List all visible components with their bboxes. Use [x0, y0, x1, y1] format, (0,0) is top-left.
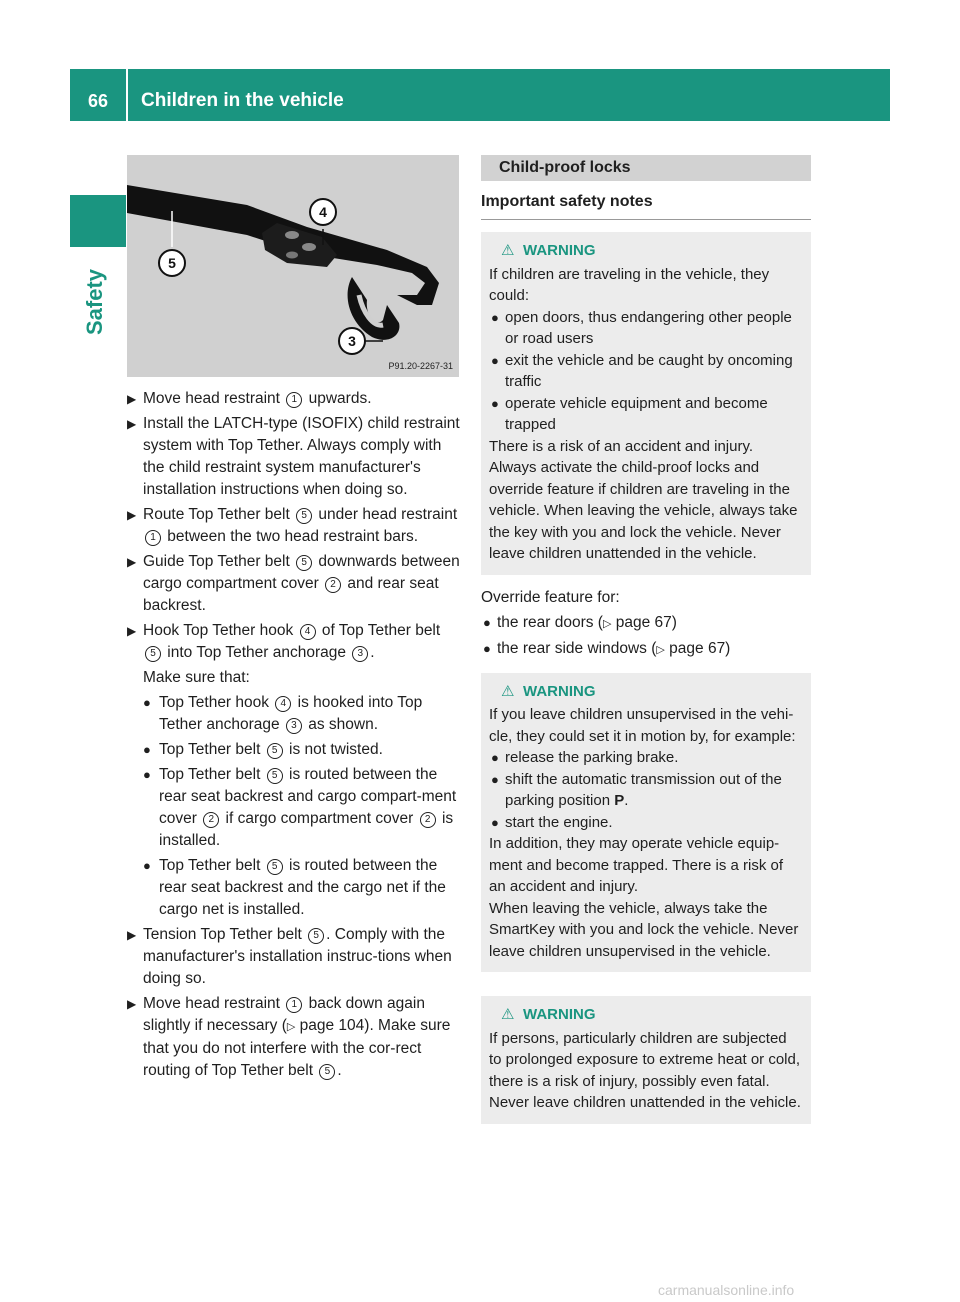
list-item — [127, 692, 461, 736]
text-segment: if cargo compartment cover — [221, 810, 418, 827]
page-ref-arrow-icon: ▷ — [286, 1021, 296, 1033]
step-arrow-icon: ▶ — [127, 555, 137, 569]
top-tether-illustration — [127, 155, 459, 377]
page-link[interactable]: page 67) — [615, 613, 677, 631]
warning-heading: ⚠ WARNING — [489, 240, 803, 262]
installation-instructions — [127, 388, 461, 1085]
list-item: ● the rear doors (▷ page 67) — [481, 612, 811, 635]
callout-reference: 4 — [300, 624, 316, 640]
text-segment: upwards. — [304, 390, 372, 407]
bullet-icon: ● — [491, 771, 499, 787]
list-item — [127, 739, 461, 761]
callout-reference: 2 — [420, 812, 436, 828]
text-segment: under head restraint — [314, 506, 458, 523]
bullet-icon: ● — [491, 814, 499, 830]
callout-reference: 1 — [145, 530, 161, 546]
header-divider — [126, 69, 128, 121]
bullet-icon: ● — [143, 858, 151, 873]
callout-reference: 3 — [286, 718, 302, 734]
warning-triangle-icon: ⚠ — [501, 1006, 515, 1023]
step-arrow-icon: ▶ — [127, 417, 137, 431]
list-item — [127, 855, 461, 921]
warning-triangle-icon: ⚠ — [501, 242, 515, 259]
list-item: ● shift the automatic transmission out of the parking position P. — [491, 770, 782, 809]
text-segment: Make sure that: — [143, 669, 250, 686]
step-arrow-icon: ▶ — [127, 508, 137, 522]
callout-5: 5 — [168, 255, 176, 271]
callout-reference: 1 — [286, 997, 302, 1013]
chapter-title: Children in the vehicle — [141, 90, 344, 111]
instruction-step — [127, 993, 461, 1082]
text-segment: Install the LATCH-type (ISOFIX) child restraint system with Top Tether. Always comply with the child restraint system manufacturer's installation instructions when doing so. — [143, 415, 460, 498]
section-side-label: Safety — [82, 268, 107, 335]
warning-text: When leaving the vehicle, always take the SmartKey with you and lock the vehicle. Never leave children unsupervised in the vehicle. — [489, 899, 799, 960]
callout-reference: 5 — [267, 743, 283, 759]
text-segment: downwards between cargo compartment cover — [143, 553, 460, 592]
text-segment: Move head restraint — [143, 995, 285, 1012]
override-feature — [481, 587, 811, 661]
text-segment: is routed between the rear seat backrest and the cargo net if the cargo net is installed. — [159, 857, 446, 918]
callout-reference: 5 — [319, 1064, 335, 1080]
page-ref-arrow-icon: ▷ — [656, 643, 665, 656]
override-intro: Override feature for: — [481, 588, 620, 606]
text-segment: . — [337, 1062, 342, 1079]
callout-reference: 5 — [296, 508, 312, 524]
text-segment: Move head restraint — [143, 390, 285, 407]
warning-text: If persons, particularly children are subjected to prolonged exposure to extreme heat or cold, there is a risk of injury, possibly even fatal. Never leave children unattended in the vehicle. — [489, 1029, 801, 1111]
bullet-icon: ● — [143, 742, 151, 757]
warning-box-heat-cold — [481, 996, 811, 1124]
page-number: 66 — [87, 91, 109, 111]
text-segment: page 104). Make sure that you do not interfere with the cor-rect routing of Top Tether belt — [143, 1017, 451, 1079]
text-segment: Top Tether hook — [159, 694, 274, 711]
text-segment: Route Top Tether belt — [143, 506, 295, 523]
list-item: ● open doors, thus endangering other people or road users — [491, 308, 792, 347]
right-column — [481, 155, 811, 1124]
tether-hook-drawing — [127, 155, 459, 377]
callout-reference: 5 — [267, 859, 283, 875]
list-item — [127, 764, 461, 852]
list-item: ● release the parking brake. — [489, 747, 803, 769]
bullet-icon: ● — [143, 767, 151, 782]
text-segment: back down again slightly if necessary ( — [143, 995, 425, 1034]
list-item: ● operate vehicle equipment and become trapped — [491, 394, 768, 433]
text-segment: Top Tether belt — [159, 741, 265, 758]
bullet-icon: ● — [491, 395, 499, 411]
figure-code: P91.20-2267-31 — [388, 361, 453, 371]
section-title-bar: Child-proof locks — [481, 155, 811, 181]
text-segment: is not twisted. — [284, 741, 383, 758]
warning-intro: If you leave children unsupervised in the vehi-cle, they could set it in motion by, for example: — [489, 706, 796, 745]
step-arrow-icon: ▶ — [127, 624, 137, 638]
instruction-note — [143, 667, 461, 689]
warning-intro: If children are traveling in the vehicle, they could: — [489, 265, 770, 304]
bullet-icon: ● — [491, 309, 499, 325]
text-segment: Top Tether belt — [159, 766, 265, 783]
warning-heading: ⚠ WARNING — [489, 1004, 803, 1026]
warning-text: There is a risk of an accident and injury. — [489, 437, 754, 455]
warning-heading: ⚠ WARNING — [489, 681, 803, 703]
instruction-step — [127, 413, 461, 501]
step-arrow-icon: ▶ — [127, 928, 137, 942]
callout-reference: 5 — [308, 928, 324, 944]
text-segment: . Comply with the manufacturer's installation instruc-tions when doing so. — [143, 926, 452, 987]
step-arrow-icon: ▶ — [127, 392, 137, 406]
callout-reference: 5 — [267, 768, 283, 784]
text-segment: Hook Top Tether hook — [143, 622, 298, 639]
callout-reference: 3 — [352, 646, 368, 662]
text-segment: Top Tether belt — [159, 857, 265, 874]
bullet-icon: ● — [491, 352, 499, 368]
text-segment: and rear seat backrest. — [143, 575, 439, 614]
text-segment: is routed between the rear seat backrest and cargo compart-ment cover — [159, 766, 457, 827]
side-tab-marker — [70, 195, 126, 247]
instruction-step — [127, 388, 461, 410]
warning-box-unsupervised — [481, 673, 811, 973]
text-segment: is installed. — [159, 810, 454, 849]
instruction-step — [127, 504, 461, 548]
bullet-icon: ● — [143, 695, 151, 710]
page-link[interactable]: page 67) — [669, 639, 731, 657]
text-segment: . — [370, 644, 375, 661]
bullet-icon: ● — [483, 614, 491, 630]
callout-3: 3 — [348, 333, 356, 349]
warning-triangle-icon: ⚠ — [501, 682, 515, 700]
text-segment: Guide Top Tether belt — [143, 553, 295, 570]
list-item: ● the rear side windows (▷ page 67) — [481, 638, 811, 661]
warning-text: Always activate the child-proof locks and override feature if children are traveling in the vehicle. When leaving the vehicle, always take the key with you and lock the vehicle. Never leave children unattended in the vehicle. — [489, 459, 798, 562]
instruction-step — [127, 551, 461, 617]
callout-4: 4 — [319, 204, 327, 220]
callout-reference: 2 — [203, 812, 219, 828]
instruction-step — [127, 924, 461, 990]
text-segment: is hooked into Top Tether anchorage — [159, 694, 423, 733]
text-segment: between the two head restraint bars. — [163, 528, 419, 545]
list-item: ● exit the vehicle and be caught by oncoming traffic — [491, 351, 793, 390]
callout-reference: 5 — [145, 646, 161, 662]
subheading: Important safety notes — [481, 191, 811, 220]
bullet-icon: ● — [491, 750, 499, 765]
instruction-step — [127, 620, 461, 664]
warning-text: In addition, they may operate vehicle equip-ment and become trapped. There is a risk of an accident and injury. — [489, 835, 784, 895]
warning-box-children-traveling — [481, 232, 811, 575]
text-segment: as shown. — [303, 716, 379, 733]
text-segment: of Top Tether belt — [317, 622, 441, 639]
list-item: ● start the engine. — [489, 812, 803, 834]
text-segment: Tension Top Tether belt — [143, 926, 307, 943]
callout-reference: 1 — [286, 392, 302, 408]
bullet-icon: ● — [483, 640, 491, 656]
watermark: carmanualsonline.info — [658, 1282, 795, 1298]
callout-reference: 4 — [275, 696, 291, 712]
callout-reference: 5 — [296, 555, 312, 571]
page-header — [70, 69, 890, 121]
step-arrow-icon: ▶ — [127, 997, 137, 1011]
text-segment: into Top Tether anchorage — [163, 644, 351, 661]
callout-reference: 2 — [325, 577, 341, 593]
page-ref-arrow-icon: ▷ — [602, 617, 612, 630]
